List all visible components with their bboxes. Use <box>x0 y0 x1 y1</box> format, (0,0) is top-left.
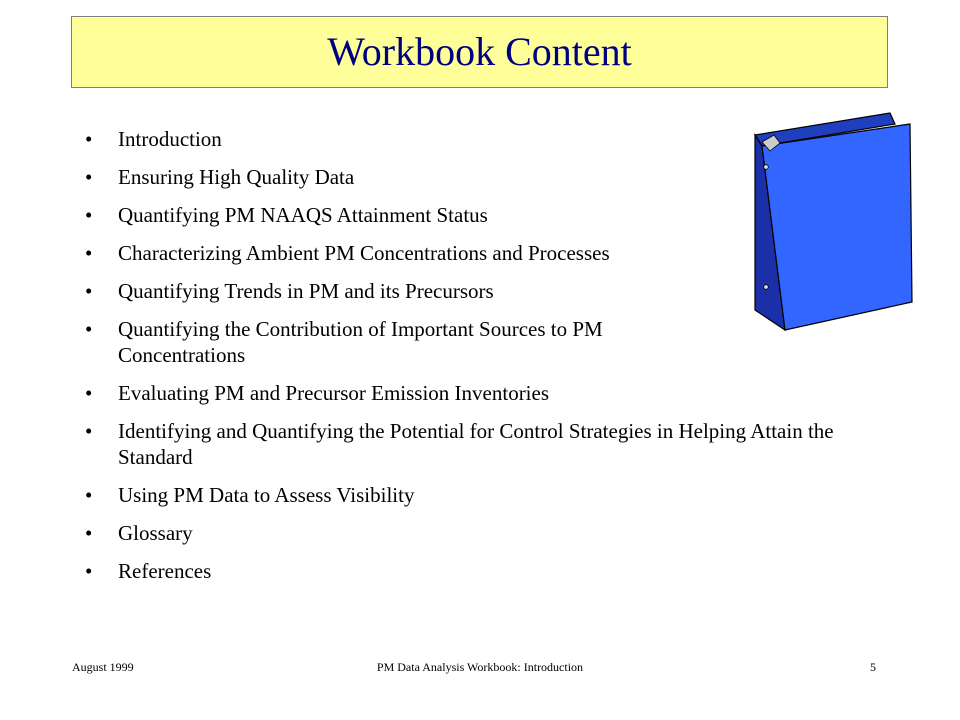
list-item-ambient-pm <box>85 240 845 266</box>
bullet-icon: • <box>85 559 93 583</box>
list-item-label: Quantifying the Contribution of Important Sources to PM Concentrations <box>118 317 603 367</box>
list-item-label: Characterizing Ambient PM Concentrations and Processes <box>118 241 610 265</box>
binder-ring-top <box>764 165 769 170</box>
list-item-data-quality <box>85 164 845 190</box>
list-item-label: Introduction <box>118 127 222 151</box>
list-item-attainment-status <box>85 202 845 228</box>
list-item-trends <box>85 278 845 304</box>
bullet-icon: • <box>85 521 93 545</box>
bullet-icon: • <box>85 127 93 151</box>
footer-title: PM Data Analysis Workbook: Introduction <box>376 660 584 674</box>
bullet-icon: • <box>85 317 93 341</box>
list-item-label: Quantifying Trends in PM and its Precursors <box>118 279 494 303</box>
list-item-label: Evaluating PM and Precursor Emission Inventories <box>118 381 550 405</box>
list-item-label: Glossary <box>118 521 193 545</box>
list-item-control-strategies <box>85 418 845 470</box>
binder-icon <box>750 110 920 335</box>
list-item-visibility <box>85 482 845 508</box>
list-item-label: Quantifying PM NAAQS Attainment Status <box>118 203 488 227</box>
list-item-glossary <box>85 520 845 546</box>
binder-ring-bottom <box>764 285 769 290</box>
bullet-icon: • <box>85 483 93 507</box>
list-item-emission-inventories <box>85 380 845 406</box>
bullet-icon: • <box>85 381 93 405</box>
content-list <box>85 126 845 596</box>
list-item-label: Identifying and Quantifying the Potential for Control Strategies in Helping Attain the Standard <box>118 419 834 469</box>
bullet-icon: • <box>85 165 93 189</box>
list-item-introduction <box>85 126 845 152</box>
list-item-label: Using PM Data to Assess Visibility <box>118 483 415 507</box>
footer-page-number: 5 <box>870 660 876 674</box>
list-item-references <box>85 558 845 584</box>
bullet-icon: • <box>85 419 93 443</box>
list-item-source-contribution <box>85 316 845 368</box>
list-item-label: References <box>118 559 212 583</box>
footer-date: August 1999 <box>72 660 134 674</box>
bullet-icon: • <box>85 203 93 227</box>
bullet-icon: • <box>85 279 93 303</box>
list-item-label: Ensuring High Quality Data <box>118 165 355 189</box>
binder-cover <box>762 124 912 330</box>
title-banner <box>71 16 888 88</box>
bullet-icon: • <box>85 241 93 265</box>
slide-title: Workbook Content <box>327 29 632 74</box>
